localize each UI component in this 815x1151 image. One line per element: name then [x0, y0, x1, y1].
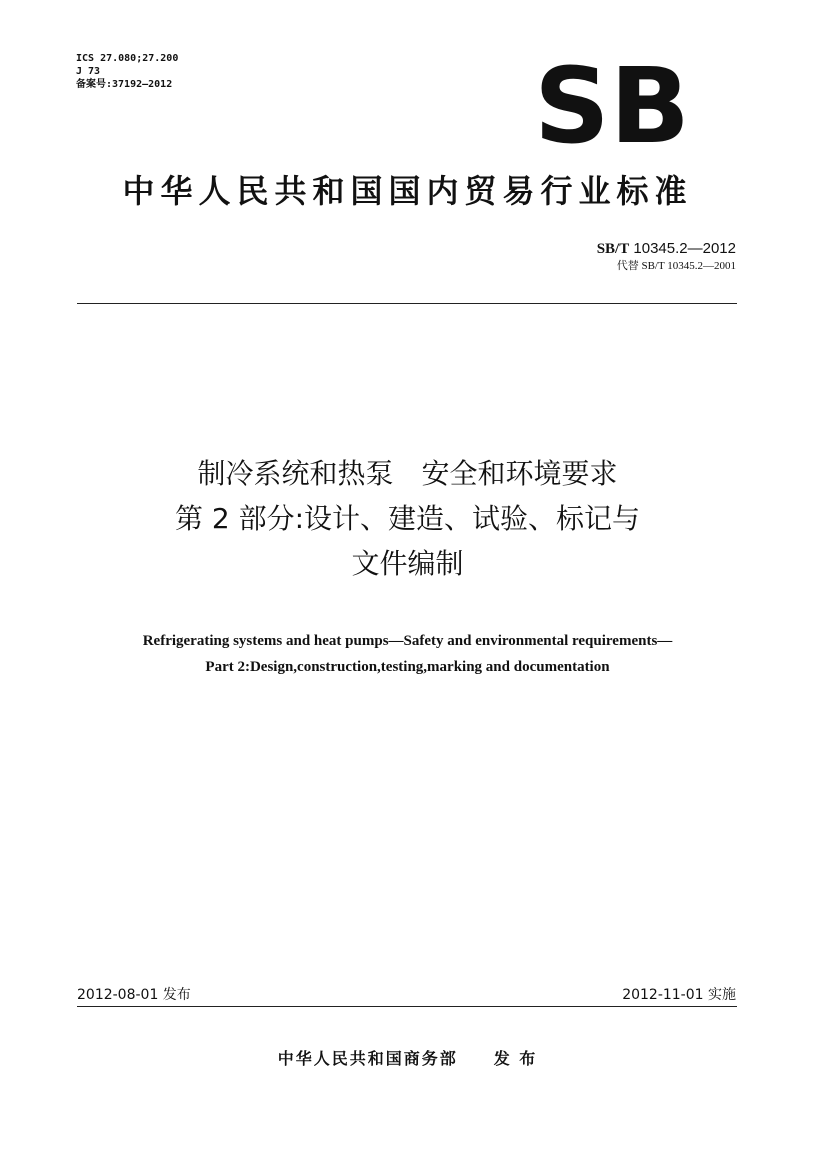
- standard-code: 10345.2—2012: [633, 240, 736, 257]
- replaces-standard: 代替 SB/T 10345.2—2001: [616, 260, 736, 272]
- ics-code: ICS 27.080;27.200: [76, 53, 179, 64]
- english-title-line-1: Refrigerating systems and heat pumps—Safety and environmental requirements—: [142, 633, 673, 649]
- issuer-name: 中华人民共和国商务部: [277, 1049, 458, 1068]
- english-title-line-2: Part 2:Design,construction,testing,marking and documentation: [205, 659, 610, 675]
- header-divider: [77, 303, 737, 304]
- chinese-title: [40, 451, 775, 586]
- classification-code: J 73: [76, 66, 101, 77]
- chinese-title-line-2: 第 2 部分:设计、建造、试验、标记与: [174, 502, 641, 535]
- filing-number: 备案号:37192—2012: [76, 79, 173, 90]
- chinese-title-line-3: 文件编制: [351, 547, 464, 580]
- issuer-action: 发 布: [493, 1049, 538, 1068]
- issuer-line: [0, 1046, 815, 1069]
- standard-number-block: [597, 240, 736, 273]
- standard-number: [597, 240, 736, 258]
- english-title: [40, 628, 775, 680]
- agency-title: 中华人民共和国国内贸易行业标准: [122, 172, 693, 210]
- standard-prefix: SB/T: [596, 241, 630, 257]
- footer-divider: [77, 1006, 737, 1007]
- sb-logo: [532, 64, 692, 146]
- document-meta: [76, 52, 178, 91]
- chinese-title-line-1: 制冷系统和热泵 安全和环境要求: [197, 457, 618, 490]
- issue-date: 2012-08-01 发布: [77, 987, 191, 1003]
- svg-text:SB: SB: [534, 64, 690, 146]
- effective-date: 2012-11-01 实施: [622, 987, 736, 1003]
